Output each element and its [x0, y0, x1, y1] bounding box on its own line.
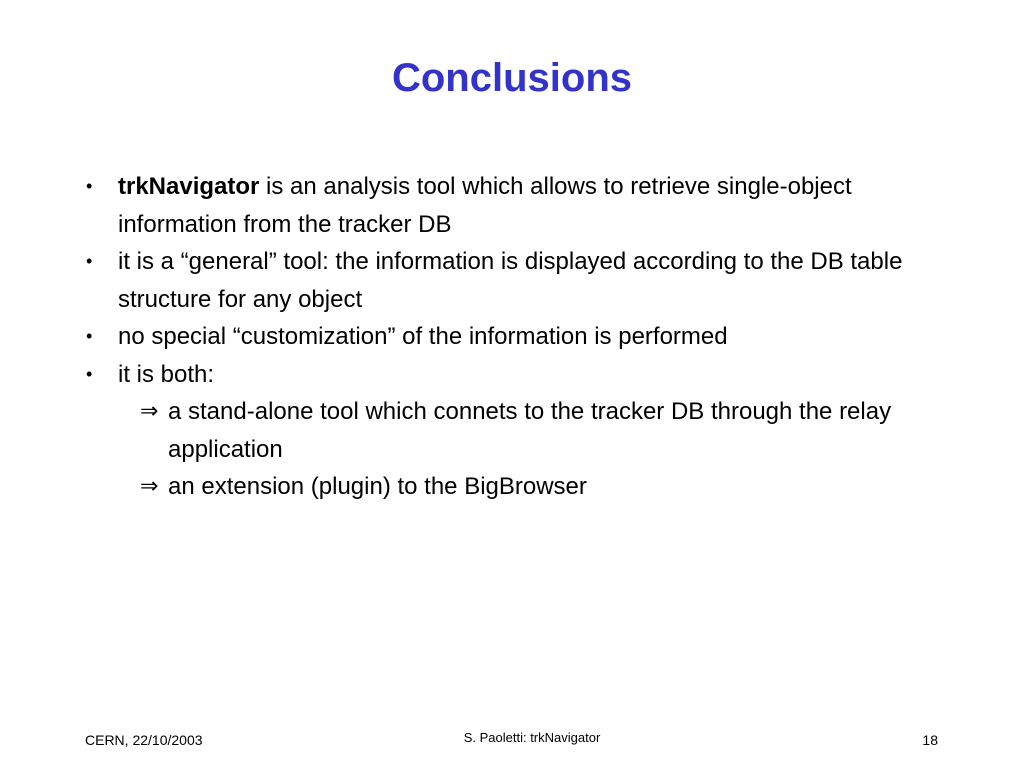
sub-item-text: an extension (plugin) to the BigBrowser: [168, 473, 587, 500]
implies-arrow-icon: ⇒: [140, 399, 159, 424]
footer-author: S. Paoletti: trkNavigator: [463, 730, 601, 745]
sub-item-text: a stand-alone tool which connets to the tracker DB through the relay application: [168, 398, 892, 463]
footer-date: CERN, 22/10/2003: [85, 732, 203, 748]
bullet-item-both: [82, 356, 962, 394]
sub-list: [118, 393, 978, 506]
bullet-bold-term: trkNavigator: [118, 173, 260, 200]
slide-title: Conclusions: [391, 56, 633, 100]
bullet-icon: •: [86, 176, 93, 196]
bullet-text: is an analysis tool which allows to retrieve single-object information from the tracker DB: [118, 173, 852, 238]
bullet-item-trknavigator: [82, 168, 962, 243]
bullet-item-customization: [82, 318, 962, 356]
sub-item-plugin: [140, 468, 978, 506]
bullet-icon: •: [86, 251, 93, 271]
implies-arrow-icon: ⇒: [140, 474, 159, 499]
bullet-text: it is a “general” tool: the information is displayed according to the DB table structure for any object: [118, 248, 903, 313]
footer-page-number: 18: [922, 732, 938, 748]
bullet-icon: •: [86, 363, 93, 384]
bullet-text: it is both:: [118, 360, 215, 388]
bullet-icon: •: [86, 326, 93, 346]
bullet-list: [82, 168, 962, 393]
bullet-item-general-tool: [82, 243, 962, 318]
sub-item-standalone: [140, 393, 978, 468]
bullet-text: no special “customization” of the information is performed: [118, 323, 728, 350]
